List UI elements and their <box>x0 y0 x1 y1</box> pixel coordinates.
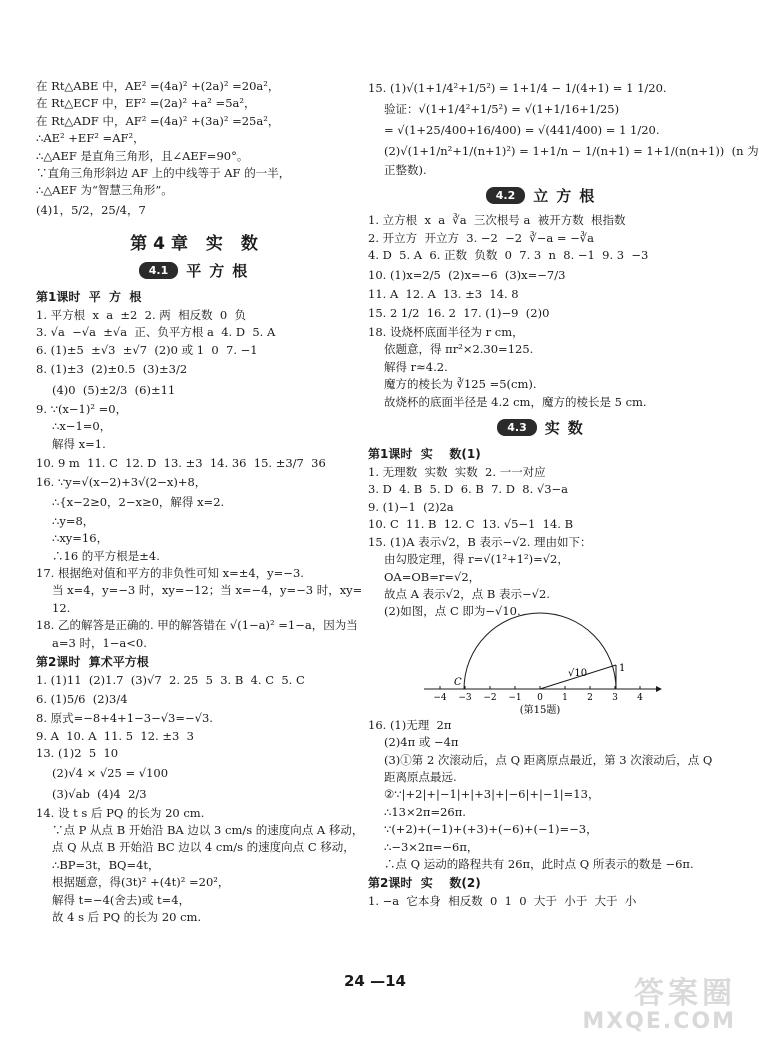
number-line-svg <box>418 623 668 715</box>
tick-label: −4 <box>433 692 447 703</box>
answer-line: 3. D 4. B 5. D 6. B 7. D 8. √3−a <box>368 482 569 497</box>
tick-label: −1 <box>508 692 522 703</box>
page-number: 24 —14 <box>344 972 406 990</box>
answer-line: ∴−3×2π=−6π， <box>384 839 479 854</box>
answer-line: 10. C 11. B 12. C 13. √5−1 14. B <box>368 517 574 532</box>
lesson-title: 第2课时 实 数(2) <box>368 876 481 891</box>
answer-line: 16. ∵y=√(x−2)+3√(2−x)+8， <box>36 475 207 490</box>
answer-line: 8. (1)±3 (2)±0.5 (3)±3/2 <box>36 362 188 377</box>
lesson-title: 第1课时 平 方 根 <box>36 289 142 304</box>
section-title: 实数 <box>544 419 591 438</box>
tick-label: −3 <box>458 692 472 703</box>
lesson2-answers <box>36 672 364 926</box>
text-line: 在 Rt△ABE 中，AE² =(4a)² +(2a)² =20a²， <box>36 79 280 93</box>
answer-line: OA=OB=r=√2， <box>384 569 481 584</box>
section3-answers-b <box>368 717 720 874</box>
text-line: ∴△AEF 为“智慧三角形”。 <box>36 183 173 198</box>
answer-line: 10. (1)x=2/5 (2)x=−6 (3)x=−7/3 <box>368 267 566 282</box>
tick-label: 1 <box>562 692 568 703</box>
answer-line: 6. (1)±5 ±√3 ±√7 (2)0 或 1 0 7. −1 <box>36 342 258 357</box>
answer-line: 验证：√(1+1/4²+1/5²) = √(1+1/16+1/25) <box>384 102 620 116</box>
answer-line: 14. 设 t s 后 PQ 的长为 20 cm. <box>36 805 205 820</box>
figure-caption: (第15题) <box>519 704 561 716</box>
section-title: 平方根 <box>186 261 256 280</box>
answer-line: 故 4 s 后 PQ 的长为 20 cm. <box>52 910 202 924</box>
answer-line: (3)①第 2 次滚动后，点 Q 距离原点最近，第 3 次滚动后，点 Q <box>384 752 713 767</box>
answer-line: (2)√(1+1/n²+1/(n+1)²) = 1+1/n − 1/(n+1) = 1+1/(n(n+1)) (n 为 <box>384 144 759 158</box>
answer-line: 6. (1)5/6 (2)3/4 <box>36 692 128 707</box>
answer-line: 10. 9 m 11. C 12. D 13. ±3 14. 36 15. ±3/7 36 <box>36 456 326 471</box>
answer-line: 13. (1)2 5 10 <box>36 746 119 761</box>
answer-line: 解得 t=−4(舍去)或 t=4， <box>52 892 191 907</box>
section-title: 立方根 <box>533 187 603 206</box>
answer-line: 2. 开立方 开立方 3. −2 −2 ∛−a = −∛a <box>368 230 594 245</box>
intro-block <box>36 78 358 221</box>
answer-line: ∴xy=16， <box>52 531 109 546</box>
answer-line: 17. 根据绝对值和平方的非负性可知 x=±4，y=−3. <box>36 565 304 580</box>
answer-line: 1. 立方根 x a ∛a 三次根号 a 被开方数 根指数 <box>368 213 626 228</box>
answer-line: 由勾股定理，得 r=√(1²+1²)=√2， <box>384 552 569 567</box>
answer-line: 18. 乙的解答是正确的. 甲的解答错在 √(1−a)² =1−a，因为当 <box>36 618 358 633</box>
answer-line: 距离原点最远. <box>384 769 457 784</box>
section-header <box>368 417 720 438</box>
answer-line: ∴13×2π=26π. <box>384 804 466 819</box>
watermark <box>582 978 736 1034</box>
answer-line: 9. (1)−1 (2)2a <box>368 499 454 514</box>
answer-line: (4)0 (5)±2/3 (6)±11 <box>52 383 176 398</box>
answer-line: = √(1+25/400+16/400) = √(441/400) = 1 1/20. <box>384 123 660 137</box>
section-header <box>36 260 358 281</box>
answer-line: ∴16 的平方根是±4. <box>52 548 160 563</box>
answer-line: 3. √a −√a ±√a 正、负平方根 a 4. D 5. A <box>36 325 276 340</box>
tick-label: 2 <box>587 692 593 703</box>
text-line: ∵直角三角形斜边 AF 上的中线等于 AF 的一半， <box>36 166 291 181</box>
answer-line: ∴y=8， <box>52 513 95 528</box>
answer-line: 18. 设烧杯底面半径为 r cm， <box>368 325 524 340</box>
answer-line: 1. (1)11 (2)1.7 (3)√7 2. 25 5 3. B 4. C 5. C <box>36 672 305 687</box>
height-label: 1 <box>619 662 626 674</box>
section-header <box>368 185 720 206</box>
left-column <box>36 78 364 926</box>
point-label: C <box>454 676 462 688</box>
arc <box>464 613 616 689</box>
text-line: (4)1，5/2，25/4，7 <box>36 202 146 217</box>
text-line: 在 Rt△ECF 中，EF² =(2a)² +a² =5a²， <box>36 96 256 111</box>
answer-line: 16. (1)无理 2π <box>368 717 452 732</box>
answer-line: 故点 A 表示√2，点 B 表示−√2. <box>384 586 550 601</box>
text-line: ∴△AEF 是直角三角形，且∠AEF=90°。 <box>36 148 249 163</box>
text-line: 在 Rt△ADF 中，AF² =(4a)² +(3a)² =25a²， <box>36 113 280 128</box>
answer-line: 15. (1)A 表示√2，B 表示−√2. 理由如下： <box>368 534 592 549</box>
answer-line: 15. (1)√(1+1/4²+1/5²) = 1+1/4 − 1/(4+1) = 1 1/20. <box>368 81 667 95</box>
answer-line: 点 Q 从点 B 开始沿 BC 边以 4 cm/s 的速度向点 C 移动， <box>52 840 355 855</box>
section-badge: 4.3 <box>497 419 537 436</box>
number-line-figure <box>368 623 720 715</box>
section-badge: 4.2 <box>486 187 526 204</box>
answer-line: 4. D 5. A 6. 正数 负数 0 7. 3 n 8. −1 9. 3 −3 <box>368 248 649 263</box>
answer-line: ∵点 P 从点 B 开始沿 BA 边以 3 cm/s 的速度向点 A 移动， <box>52 822 364 837</box>
answer-line: 解得 r≈4.2. <box>384 359 448 374</box>
tick-label: 4 <box>637 692 643 703</box>
lesson-title: 第2课时 算术平方根 <box>36 654 149 669</box>
lesson1-answers <box>36 307 363 652</box>
answer-line: (2)如图，点 C 即为−√10. <box>384 604 521 619</box>
answer-line: ∴{x−2≥0，2−x≥0，解得 x=2. <box>52 494 225 509</box>
section2-answers <box>368 212 720 411</box>
answer-line: 依题意，得 πr²×2.30=125. <box>384 342 534 357</box>
answer-line: ∵(+2)+(−1)+(+3)+(−6)+(−1)=−3， <box>384 822 598 837</box>
section3-answers-a <box>368 464 720 621</box>
answer-line: ∴点 Q 运动的路程共有 26π，此时点 Q 所表示的数是 −6π. <box>384 856 694 871</box>
tick-label: 0 <box>537 692 543 703</box>
answer-line: 1. 平方根 x a ±2 2. 两 相反数 0 负 <box>36 307 247 322</box>
answer-line: 12. <box>52 600 71 615</box>
answer-line: 9. A 10. A 11. 5 12. ±3 3 <box>36 728 194 743</box>
section-badge: 4.1 <box>139 262 179 279</box>
answer-line: ∴BP=3t，BQ=4t， <box>52 857 160 872</box>
watermark-line: MXQE.COM <box>582 1009 736 1034</box>
answer-line: ∴x−1=0， <box>52 419 112 434</box>
answer-line: 15. 2 1/2 16. 2 17. (1)−9 (2)0 <box>368 306 550 321</box>
lesson-title: 第1课时 实 数(1) <box>368 447 481 462</box>
answer-line: 8. 原式=−8+4+1−3−√3=−√3. <box>36 711 213 726</box>
answer-line: 根据题意，得(3t)² +(4t)² =20²， <box>52 875 230 890</box>
section3-answers-c <box>368 893 720 910</box>
answer-line: 1. 无理数 实数 实数 2. 一一对应 <box>368 465 546 480</box>
answer-line: a=3 时，1−a<0. <box>52 635 147 650</box>
answer-line: 解得 x=1. <box>52 436 106 451</box>
tick-label: −2 <box>483 692 497 703</box>
axis-arrow <box>656 686 662 692</box>
answer-line: 1. −a 它本身 相反数 0 1 0 大于 小于 大于 小 <box>368 894 637 909</box>
answer-line: 9. ∵(x−1)² =0， <box>36 402 128 417</box>
segment-label: √10 <box>568 667 588 679</box>
q15-block <box>368 78 759 179</box>
right-column <box>368 78 759 911</box>
answer-line: (2)√4 × √25 = √100 <box>52 765 169 780</box>
answer-line: (3)√ab (4)4 2/3 <box>52 786 147 801</box>
answer-line: 魔方的棱长为 ∛125 =5(cm). <box>384 377 537 392</box>
answer-line: 正整数). <box>384 163 427 177</box>
answer-line: 故烧杯的底面半径是 4.2 cm，魔方的棱长是 5 cm. <box>384 394 647 409</box>
watermark-line: 答案圈 <box>634 976 736 1011</box>
chapter-title: 第4章 实 数 <box>130 233 264 254</box>
tick-label: 3 <box>612 692 618 703</box>
text-line: ∴AE² +EF² =AF²， <box>36 131 145 146</box>
answer-line: 11. A 12. A 13. ±3 14. 8 <box>368 286 519 301</box>
answer-line: ②∵|+2|+|−1|+|+3|+|−6|+|−1|=13， <box>384 787 600 802</box>
answer-line: 当 x=4，y=−3 时，xy=−12；当 x=−4，y=−3 时，xy= <box>52 583 363 598</box>
answer-line: (2)4π 或 −4π <box>384 735 459 750</box>
